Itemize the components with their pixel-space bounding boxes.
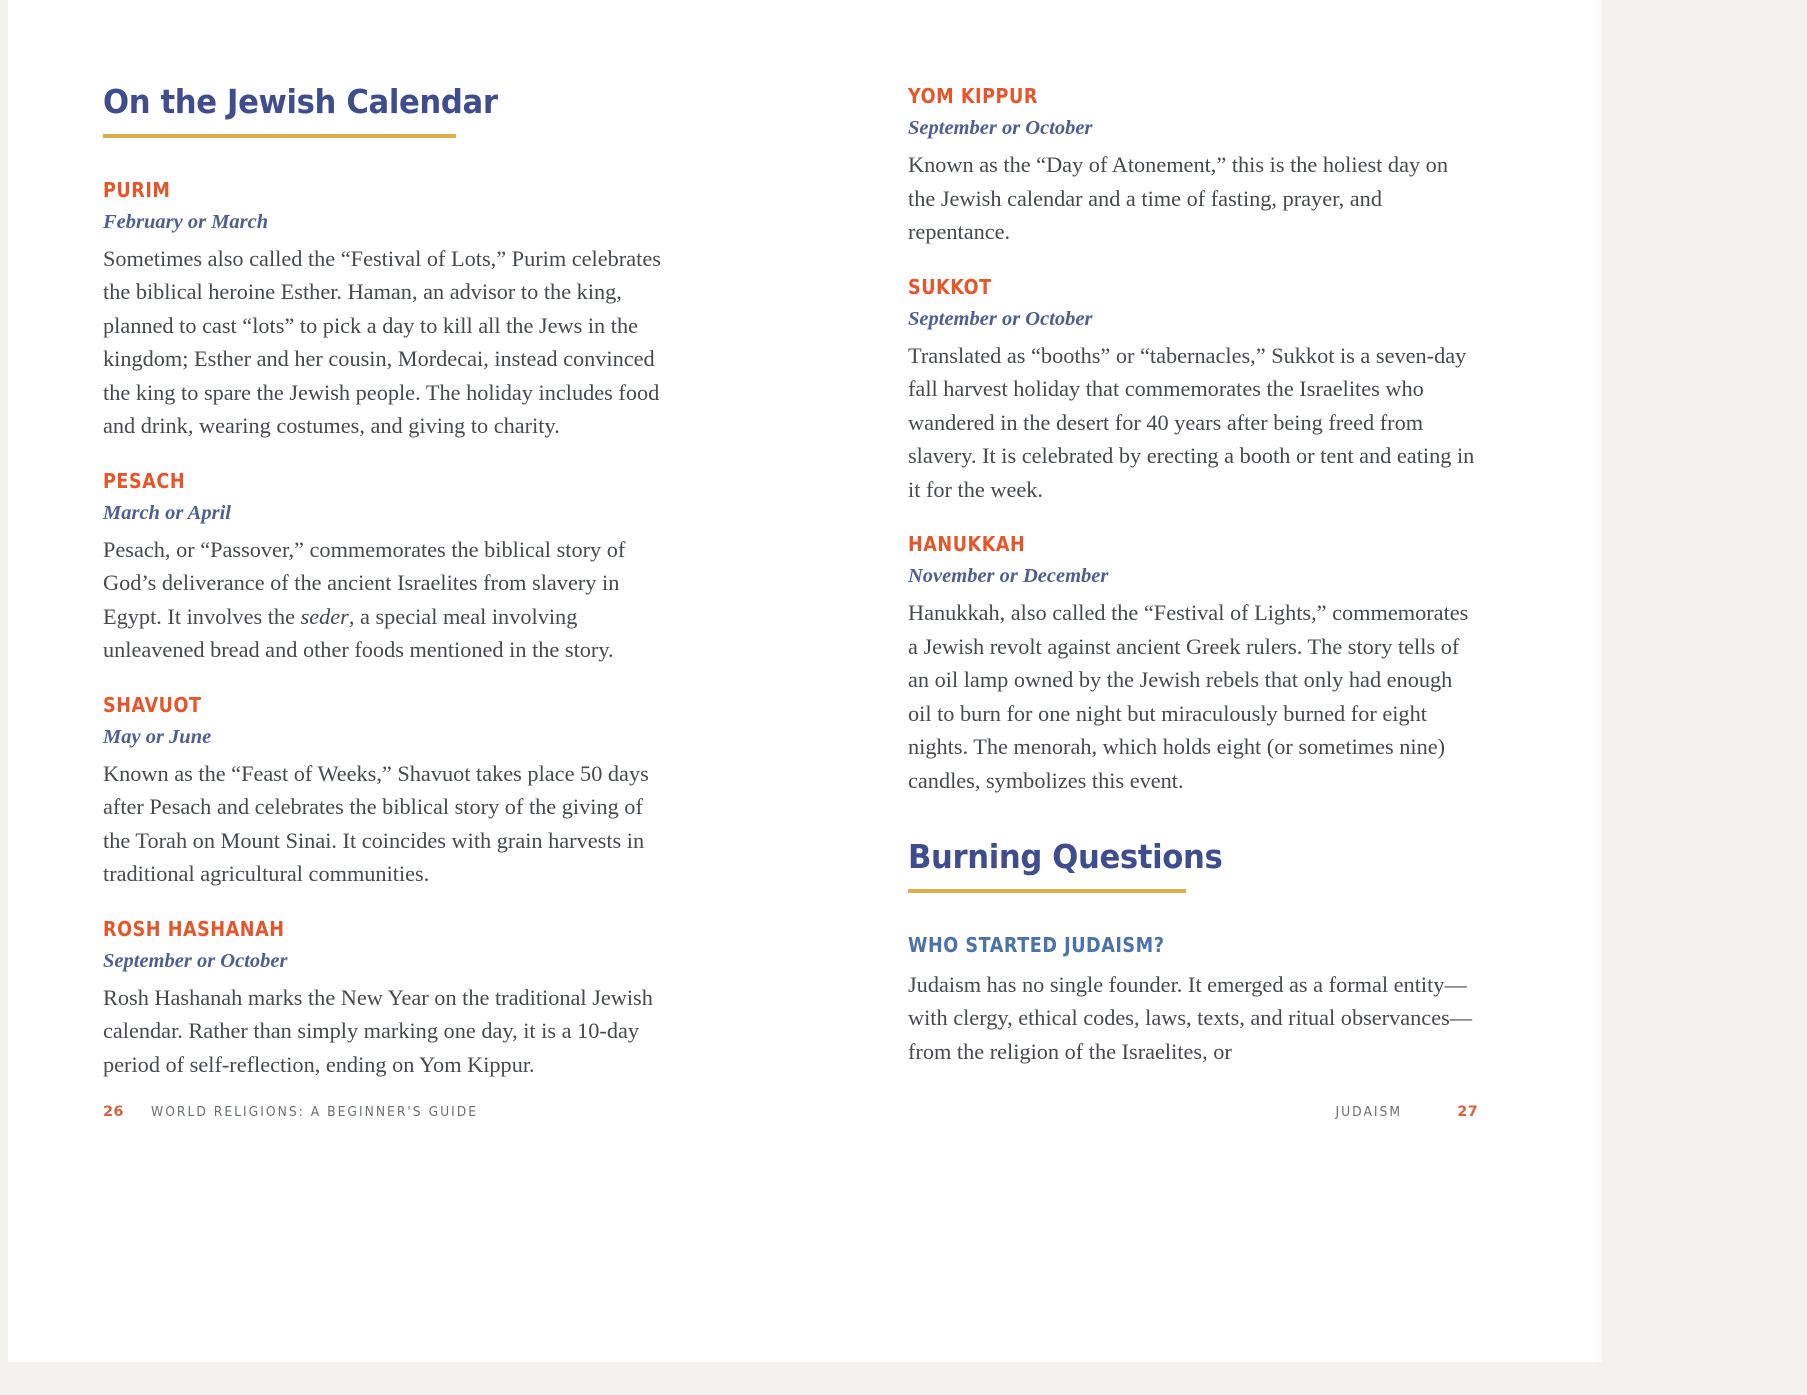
calendar-entry-rosh-hashanah (103, 917, 673, 1082)
calendar-entry-yom-kippur (908, 84, 1478, 249)
holiday-body-rosh-hashanah: Rosh Hashanah marks the New Year on the traditional Jewish calendar. Rather than simply marking one day, it is a 10-day period of self-reflection, ending on Yom Kippur. (103, 984, 653, 1077)
running-head-left: WORLD RELIGIONS: A BEGINNER'S GUIDE (151, 1105, 479, 1120)
page-title-burning-questions: Burning Questions (908, 837, 1223, 876)
holiday-name-sukkot: SUKKOT (908, 274, 992, 299)
holiday-body-shavuot: Known as the “Feast of Weeks,” Shavuot takes place 50 days after Pesach and celebrates the biblical story of the giving of the Torah on Mount Sinai. It coincides with grain harvests in traditional agricultural communities. (103, 760, 649, 887)
section-burning-questions (908, 839, 1478, 1068)
question-body-who-started-judaism: Judaism has no single founder. It emerged as a formal entity—with clergy, ethical codes, laws, texts, and ritual observances—from the religion of the Israelites, or (908, 971, 1473, 1064)
calendar-entry-hanukkah (908, 532, 1478, 797)
holiday-body-purim: Sometimes also called the “Festival of Lots,” Purim celebrates the biblical heroine Esther. Haman, an advisor to the king, planned to cast “lots” to pick a day to kill all the Jews in the kingdom; Esther and her cousin, Mordecai, instead convinced the king to spare the Jewish people. The holiday includes food and drink, wearing costumes, and giving to charity. (103, 245, 661, 439)
holiday-when-hanukkah: November or December (908, 565, 1109, 587)
holiday-name-purim: PURIM (103, 177, 171, 202)
heading-rule (103, 134, 456, 138)
holiday-body-pesach (103, 533, 673, 667)
holiday-when-purim: February or March (103, 210, 269, 233)
holiday-name-pesach: PESACH (103, 468, 186, 493)
question-name-who-started-judaism: WHO STARTED JUDAISM? (908, 932, 1165, 957)
holiday-body-sukkot: Translated as “booths” or “tabernacles,” Sukkot is a seven-day fall harvest holiday that commemorates the Israelites who wandered in the desert for 40 years after being freed from slavery. It is celebrated by erecting a booth or tent and eating in it for the week. (908, 342, 1475, 502)
page-right (802, 0, 1602, 1362)
holiday-when-yom-kippur: September or October (908, 117, 1093, 139)
holiday-when-shavuot: May or June (103, 725, 212, 748)
page-title-jewish-calendar: On the Jewish Calendar (103, 82, 498, 121)
running-head-right: JUDAISM (1335, 1105, 1402, 1120)
calendar-entry-pesach (103, 469, 673, 667)
holiday-when-pesach: March or April (103, 501, 231, 524)
footer-right (908, 1104, 1478, 1144)
holiday-name-yom-kippur: YOM KIPPUR (908, 84, 1038, 108)
calendar-entry-sukkot (908, 275, 1478, 507)
holiday-body-hanukkah: Hanukkah, also called the “Festival of Lights,” commemorates a Jewish revolt against ancient Greek rulers. The story tells of an oil lamp owned by the Jewish rebels that only had enough oil to burn for one night but miraculously burned for eight nights. The menorah, which holds eight (or sometimes nine) candles, symbolizes this event. (908, 600, 1469, 793)
page-number-right: 27 (1457, 1104, 1478, 1120)
holiday-name-shavuot: SHAVUOT (103, 692, 202, 717)
holiday-body-yom-kippur: Known as the “Day of Atonement,” this is the holiest day on the Jewish calendar and a time of fasting, prayer, and repentance. (908, 152, 1448, 244)
body-segment: , a special meal involving unleavened bread and other foods mentioned in the story. (103, 603, 614, 663)
holiday-when-sukkot: September or October (908, 307, 1093, 330)
footer-left (103, 1104, 673, 1144)
left-column (103, 84, 673, 1107)
holiday-when-rosh-hashanah: September or October (103, 949, 288, 972)
holiday-name-rosh-hashanah: ROSH HASHANAH (103, 916, 285, 941)
page-left (8, 0, 802, 1362)
body-segment: Pesach, or “Passover,” commemorates the biblical story of God’s deliverance of the ancient Israelites from slavery in Egypt. It involves the (103, 536, 626, 629)
calendar-entry-purim (103, 178, 673, 443)
right-column (908, 84, 1478, 1094)
heading-rule (908, 889, 1186, 893)
page-number-left: 26 (103, 1104, 124, 1120)
holiday-name-hanukkah: HANUKKAH (908, 532, 1026, 556)
calendar-entry-shavuot (103, 693, 673, 891)
canvas-margin (1602, 0, 1807, 1395)
body-emphasis-seder: seder (300, 603, 349, 629)
